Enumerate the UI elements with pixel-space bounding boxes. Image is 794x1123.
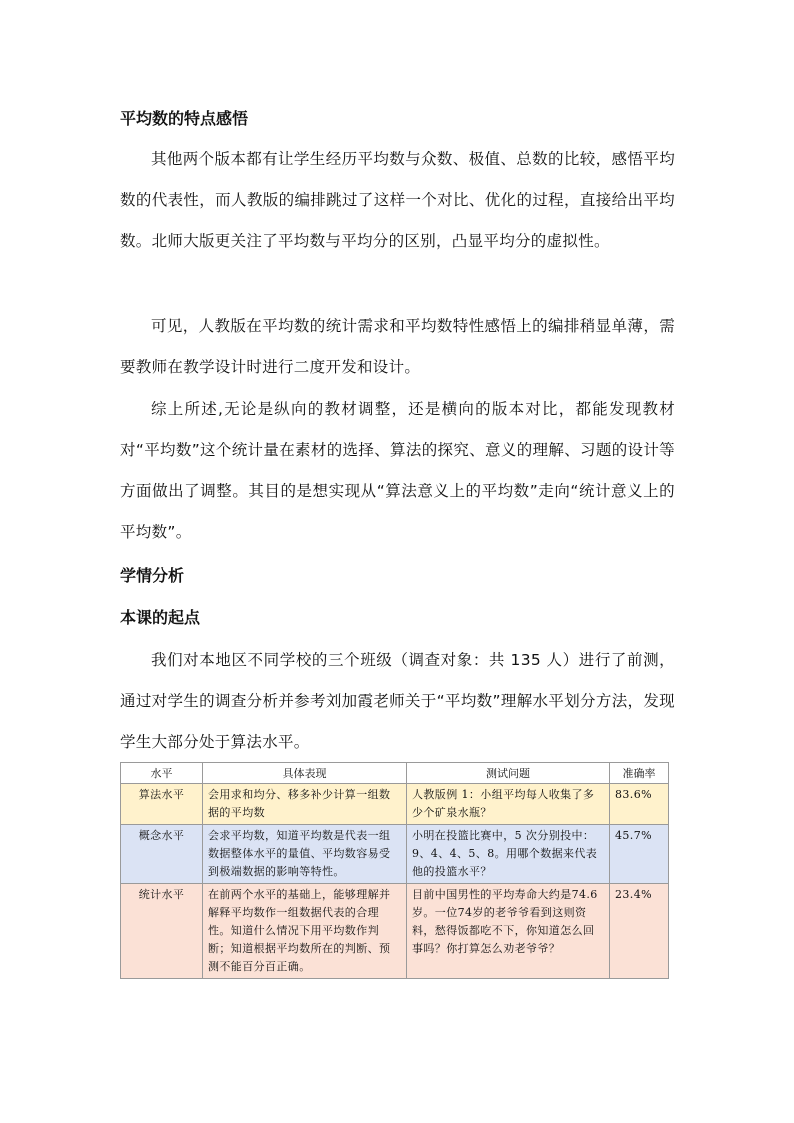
cell-level: 概念水平 bbox=[121, 825, 203, 884]
section-heading-starting-point: 本课的起点 bbox=[120, 608, 201, 627]
table-row bbox=[121, 784, 669, 825]
table-header-row bbox=[121, 763, 669, 784]
header-accuracy: 准确率 bbox=[610, 763, 669, 784]
cell-question: 人教版例 1：小组平均每人收集了多少个矿泉水瓶？ bbox=[407, 784, 610, 825]
paragraph-summary: 综上所述,无论是纵向的教材调整，还是横向的版本对比，都能发现教材对“平均数”这个统计量在素材的选择、算法的探究、意义的理解、习题的设计等方面做出了调整。其目的是想实现从“算法意义上的平均数”走向“统计意义上的平均数”。 bbox=[120, 400, 675, 541]
cell-level: 算法水平 bbox=[121, 784, 203, 825]
paragraph-pretest: 我们对本地区不同学校的三个班级（调查对象：共 135 人）进行了前测，通过对学生的调查分析并参考刘加霞老师关于“平均数”理解水平划分方法，发现学生大部分处于算法水平。 bbox=[120, 651, 675, 751]
paragraph-conclusion-pep: 可见，人教版在平均数的统计需求和平均数特性感悟上的编排稍显单薄，需要教师在教学设计时进行二度开发和设计。 bbox=[120, 317, 675, 376]
header-question: 测试问题 bbox=[407, 763, 610, 784]
cell-question: 小明在投篮比赛中，5 次分别投中：9、4、4、5、8。用哪个数据来代表他的投篮水平？ bbox=[407, 825, 610, 884]
table-row bbox=[121, 884, 669, 979]
cell-question: 目前中国男性的平均寿命大约是74.6岁。一位74岁的老爷爷看到这则资料，愁得饭都吃不下，你知道怎么回事吗？你打算怎么劝老爷爷？ bbox=[407, 884, 610, 979]
header-level: 水平 bbox=[121, 763, 203, 784]
section-heading-average-features: 平均数的特点感悟 bbox=[120, 109, 249, 128]
cell-level: 统计水平 bbox=[121, 884, 203, 979]
paragraph-version-comparison: 其他两个版本都有让学生经历平均数与众数、极值、总数的比较，感悟平均数的代表性，而人教版的编排跳过了这样一个对比、优化的过程，直接给出平均数。北师大版更关注了平均数与平均分的区别，凸显平均分的虚拟性。 bbox=[120, 150, 675, 250]
cell-performance: 会求平均数，知道平均数是代表一组数据整体水平的量值、平均数容易受到极端数据的影响等特性。 bbox=[203, 825, 407, 884]
cell-accuracy: 23.4% bbox=[610, 884, 669, 979]
table-row bbox=[121, 825, 669, 884]
cell-accuracy: 45.7% bbox=[610, 825, 669, 884]
cell-performance: 在前两个水平的基础上，能够理解并解释平均数作一组数据代表的合理性。知道什么情况下用平均数作判断；知道根据平均数所在的判断、预测不能百分百正确。 bbox=[203, 884, 407, 979]
section-heading-student-analysis: 学情分析 bbox=[120, 566, 185, 585]
cell-performance: 会用求和均分、移多补少计算一组数据的平均数 bbox=[203, 784, 407, 825]
header-performance: 具体表现 bbox=[203, 763, 407, 784]
cell-accuracy: 83.6% bbox=[610, 784, 669, 825]
understanding-level-table bbox=[120, 762, 669, 979]
